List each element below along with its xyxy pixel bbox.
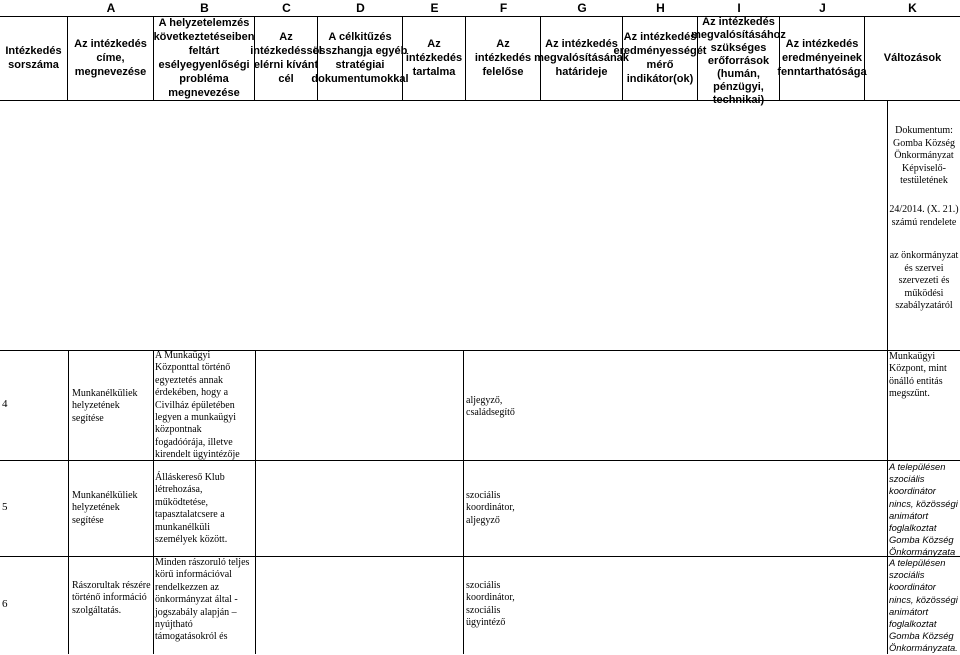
grid-line xyxy=(255,350,256,654)
grid-line xyxy=(887,350,888,654)
column-letter: E xyxy=(430,1,439,15)
column-letter: A xyxy=(106,1,116,15)
row-number: 6 xyxy=(2,598,8,610)
header-goal: Az intézkedéssel elérni kívánt cél xyxy=(255,16,318,100)
measure-changes: Munkaügyi Központ, mint önálló entitás megszűnt. xyxy=(889,351,947,400)
column-letter: H xyxy=(656,1,665,15)
measure-content: Minden rászoruló teljes körű információval rendelkezzen az önkormányzat által - jogszabály alapján – nyújtható támogatásokról és xyxy=(155,557,250,643)
header-content: Az intézkedés tartalma xyxy=(403,16,466,100)
measure-title: Rászorultak részére történő információ szolgáltatás. xyxy=(72,580,151,616)
grid-line xyxy=(153,350,154,654)
header-indicator: Az intézkedés eredményességét mérő indikátor(ok) xyxy=(623,16,698,100)
grid-line xyxy=(68,350,69,654)
column-letter-bar xyxy=(0,0,960,17)
measure-content: A Munkaügyi Központtal történő egyeztetés annak érdekében, hogy a Civilház épületében legyen a munkaügyi központnak fogadóórája, illetve kirendelt ügyintézője xyxy=(155,350,240,461)
table-header-row xyxy=(0,16,960,106)
grid-line xyxy=(0,350,960,351)
column-letter: K xyxy=(908,1,917,15)
measure-content: Álláskereső Klub létrehozása, működtetése, tapasztalatcsere a munkanélküli személyek között. xyxy=(155,472,228,546)
measure-responsible: aljegyző, családsegítő xyxy=(466,395,515,419)
header-sustainability: Az intézkedés eredményeinek fenntarthatósága xyxy=(780,16,865,100)
grid-line xyxy=(0,556,960,557)
measure-title: Munkanélküliek helyzetének segítése xyxy=(72,490,138,526)
column-letter: I xyxy=(737,1,741,15)
header-responsible: Az intézkedés felelőse xyxy=(466,16,541,100)
measure-changes: A településen szociális koordinátor nincs, közösségi animátort foglalkoztat Gomba Község Önkormányzata xyxy=(889,461,958,558)
row-number: 4 xyxy=(2,398,8,410)
document-note-subject: az önkormányzat és szervei szervezeti és működési szabályzatáról xyxy=(889,250,959,312)
document-note-title: Dokumentum: Gomba Község Önkormányzat Képviselő-testületének xyxy=(893,125,955,187)
column-letter: G xyxy=(577,1,587,15)
grid-line xyxy=(463,350,464,654)
measure-responsible: szociális koordinátor, szociális ügyintéző xyxy=(466,580,515,629)
column-letter: J xyxy=(819,1,826,15)
column-letter: B xyxy=(200,1,209,15)
column-letter: F xyxy=(499,1,508,15)
column-letter: D xyxy=(356,1,365,15)
header-title: Az intézkedés címe, megnevezése xyxy=(68,16,154,100)
header-resources: Az intézkedés megvalósításához szükséges erőforrások (humán, pénzügyi, technikai) xyxy=(691,16,786,106)
row-number: 5 xyxy=(2,501,8,513)
header-problem: A helyzetelemzés következtetéseiben feltárt esélyegyenlőségi probléma megnevezése xyxy=(153,17,255,99)
header-row-number: Intézkedés sorszáma xyxy=(0,16,68,100)
document-note-number: 24/2014. (X. 21.) számú rendelete xyxy=(889,204,959,228)
grid-line xyxy=(887,100,888,350)
grid-line xyxy=(0,460,960,461)
measure-responsible: szociális koordinátor, aljegyző xyxy=(466,490,515,526)
measure-changes: A településen szociális koordinátor nincs, közösségi animátort foglalkoztat Gomba Község Önkormányzata. xyxy=(889,557,958,654)
measure-title: Munkanélküliek helyzetének segítése xyxy=(72,388,138,424)
header-deadline: Az intézkedés megvalósításának határideje xyxy=(541,16,623,100)
column-letter: C xyxy=(282,1,291,15)
header-changes: Változások xyxy=(883,52,942,64)
header-strategy: A célkitűzés összhangja egyéb stratégiai dokumentumokkal xyxy=(318,16,403,100)
